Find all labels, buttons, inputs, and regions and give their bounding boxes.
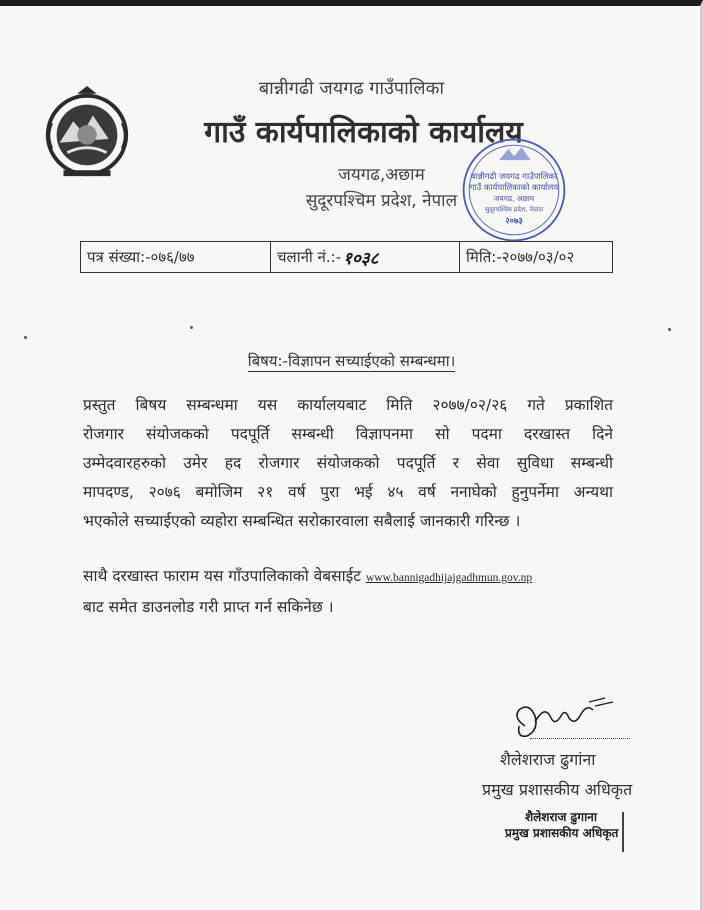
body-paragraph-2 [83, 562, 613, 622]
letter-subject [0, 351, 703, 371]
letter-number: पत्र संख्या:-०७६/७७ [81, 242, 271, 272]
paragraph-line: रोजगार संयोजकको पदपूर्ति सम्बन्धी विज्ञापनमा सो पदमा दरखास्त दिने [83, 425, 613, 443]
paragraph-line: मापदण्ड, २०७६ बमोजिम २१ वर्ष पुरा भई ४५ वर्ष ननाघेको हुनुपर्नेमा अन्यथा [83, 483, 613, 501]
stamp-text-line1: बान्नीगढी जयगढ गाउँपालिका [470, 170, 558, 181]
body-paragraph-1 [83, 391, 613, 536]
scan-speck [668, 328, 671, 331]
signature-line [530, 738, 630, 739]
scan-speck [190, 326, 193, 329]
stamp-text-line2: गाउँ कार्यपालिकाको कार्यालय [469, 182, 559, 192]
stamp-border-mark [622, 812, 624, 852]
paragraph-line: भएकोले सच्याईएको व्यहोरा सम्बन्धित सरोकारवाला सबैलाई जानकारी गरिन्छ । [83, 512, 521, 530]
dispatch-number-cell [271, 242, 460, 272]
stamp-year: २०७३ [505, 215, 523, 226]
signatory-designation: प्रमुख प्रशासकीय अधिकृत [482, 780, 633, 799]
paragraph-line: उम्मेदवारहरुको उमेर हद रोजगार संयोजकको पदपूर्ति र सेवा सुविधा सम्बन्धी [83, 454, 613, 472]
scan-speck [24, 336, 27, 339]
stamp-text-line4: सुदूरपश्चिम प्रदेश, नेपाल [485, 205, 543, 214]
website-link[interactable]: www.bannigadhijajgadhmun.gov.np [365, 572, 533, 584]
dispatch-number-label: चलानी नं.:- [277, 248, 342, 266]
paragraph-line: बाट समेत डाउनलोड गरी प्राप्त गर्न सकिनेछ । [83, 598, 334, 616]
subject-text: बिषय:-विज्ञापन सच्याईएको सम्बन्धमा। [247, 352, 456, 370]
stamp-text-line3: जयगढ, अछाम [493, 194, 535, 204]
municipality-name: बान्नीगढी जयगढ गाउँपालिका [258, 78, 445, 99]
designation-stamp-text: प्रमुख प्रशासकीय अधिकृत [505, 826, 619, 840]
office-stamp-seal [458, 134, 570, 246]
reference-box [80, 241, 613, 273]
paragraph-line [83, 562, 613, 593]
handwritten-signature [505, 696, 625, 748]
name-stamp-text: शैलेशराज ढुगाना [525, 810, 597, 824]
dispatch-number-handwritten: १०३८ [343, 248, 379, 269]
office-title: गाउँ कार्यपालिकाको कार्यालय [204, 115, 523, 150]
paragraph-line: प्रस्तुत बिषय सम्बन्धमा यस कार्यालयबाट मिति २०७७/०२/२६ गते प्रकाशित [83, 396, 613, 414]
office-location: जयगढ,अछाम [338, 165, 425, 185]
signatory-name: शैलेशराज ढुगांना [500, 750, 596, 769]
office-province: सुदूरपश्चिम प्रदेश, नेपाल [305, 191, 458, 211]
website-intro-text: साथै दरखास्त फाराम यस गाँउपालिकाको वेबसाईट [83, 567, 362, 585]
letter-date: मिति:-२०७७/०३/०२ [466, 248, 575, 266]
